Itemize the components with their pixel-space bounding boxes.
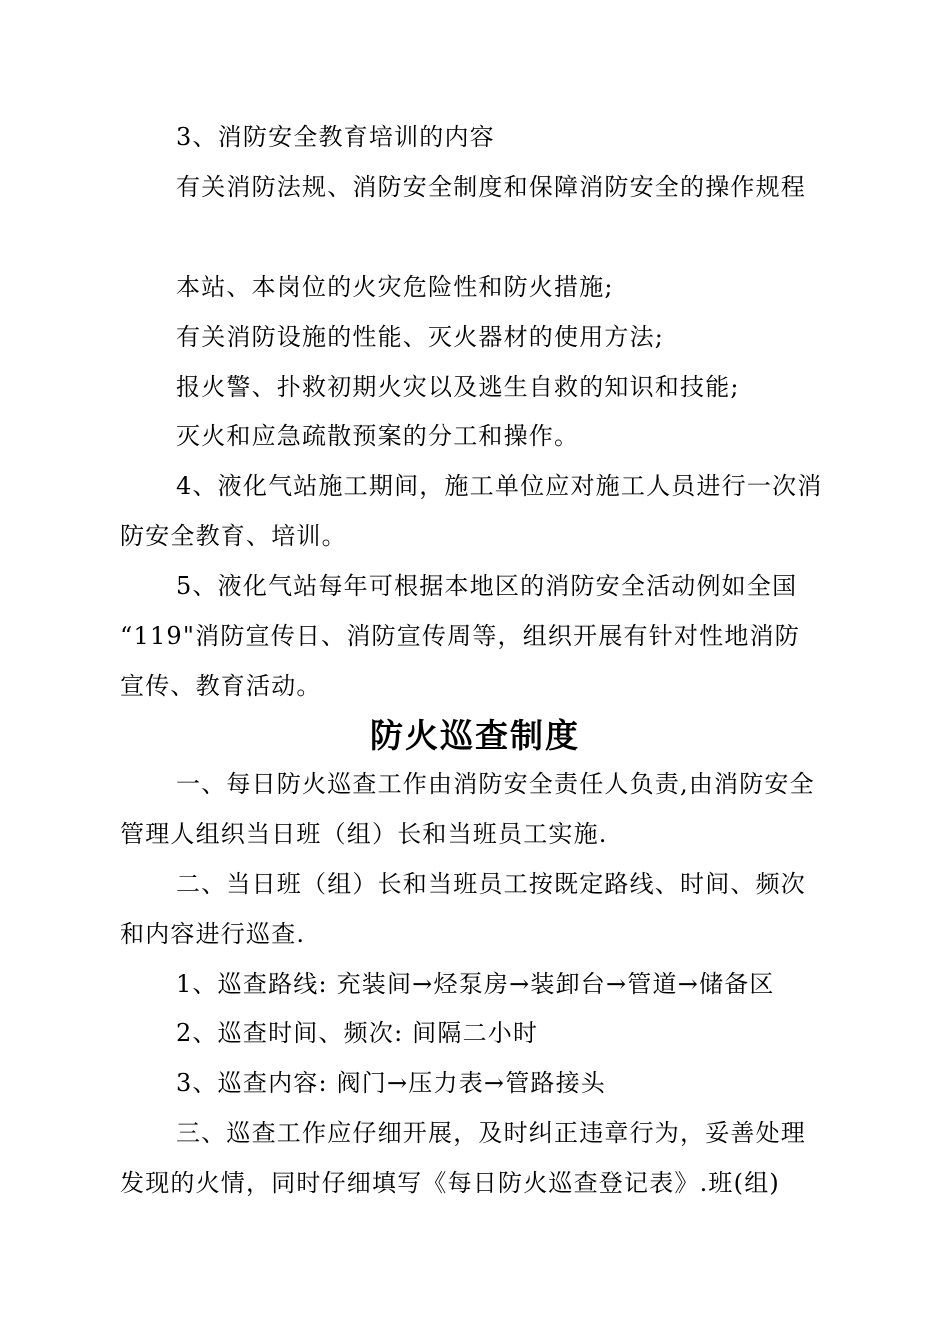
text-line: 2、巡查时间、频次: 间隔二小时 — [176, 1019, 539, 1047]
text-line: 防安全教育、培训。 — [120, 522, 347, 550]
section-title: 防火巡查制度 — [370, 716, 580, 755]
text-line: 一、每日防火巡查工作由消防安全责任人负责,由消防安全 — [176, 770, 815, 798]
text-line: 3、消防安全教育培训的内容 — [176, 123, 495, 151]
text-line: 宣传、教育活动。 — [120, 672, 322, 700]
text-line: 4、液化气站施工期间，施工单位应对施工人员进行一次消 — [176, 472, 823, 500]
text-line: 灭火和应急疏散预案的分工和操作。 — [176, 422, 580, 450]
text-line: 发现的火情，同时仔细填写《每日防火巡查登记表》.班(组) — [120, 1169, 780, 1197]
text-line: “119"消防宣传日、消防宣传周等，组织开展有针对性地消防 — [120, 622, 800, 650]
text-line: 1、巡查路线: 充装间→烃泵房→装卸台→管道→储备区 — [176, 970, 775, 998]
text-line: 3、巡查内容: 阀门→压力表→管路接头 — [176, 1069, 607, 1097]
text-line: 有关消防设施的性能、灭火器材的使用方法; — [176, 323, 665, 351]
text-line: 本站、本岗位的火灾危险性和防火措施; — [176, 273, 614, 301]
text-line: 5、液化气站每年可根据本地区的消防安全活动例如全国 — [176, 572, 798, 600]
text-line: 和内容进行巡查. — [120, 920, 306, 948]
text-line: 报火警、扑救初期火灾以及逃生自救的知识和技能; — [176, 373, 740, 401]
text-line: 有关消防法规、消防安全制度和保障消防安全的操作规程 — [176, 173, 806, 201]
text-line: 管理人组织当日班（组）长和当班员工实施. — [120, 820, 608, 848]
text-line: 三、巡查工作应仔细开展，及时纠正违章行为，妥善处理 — [176, 1119, 806, 1147]
text-line: 二、当日班（组）长和当班员工按既定路线、时间、频次 — [176, 870, 806, 898]
